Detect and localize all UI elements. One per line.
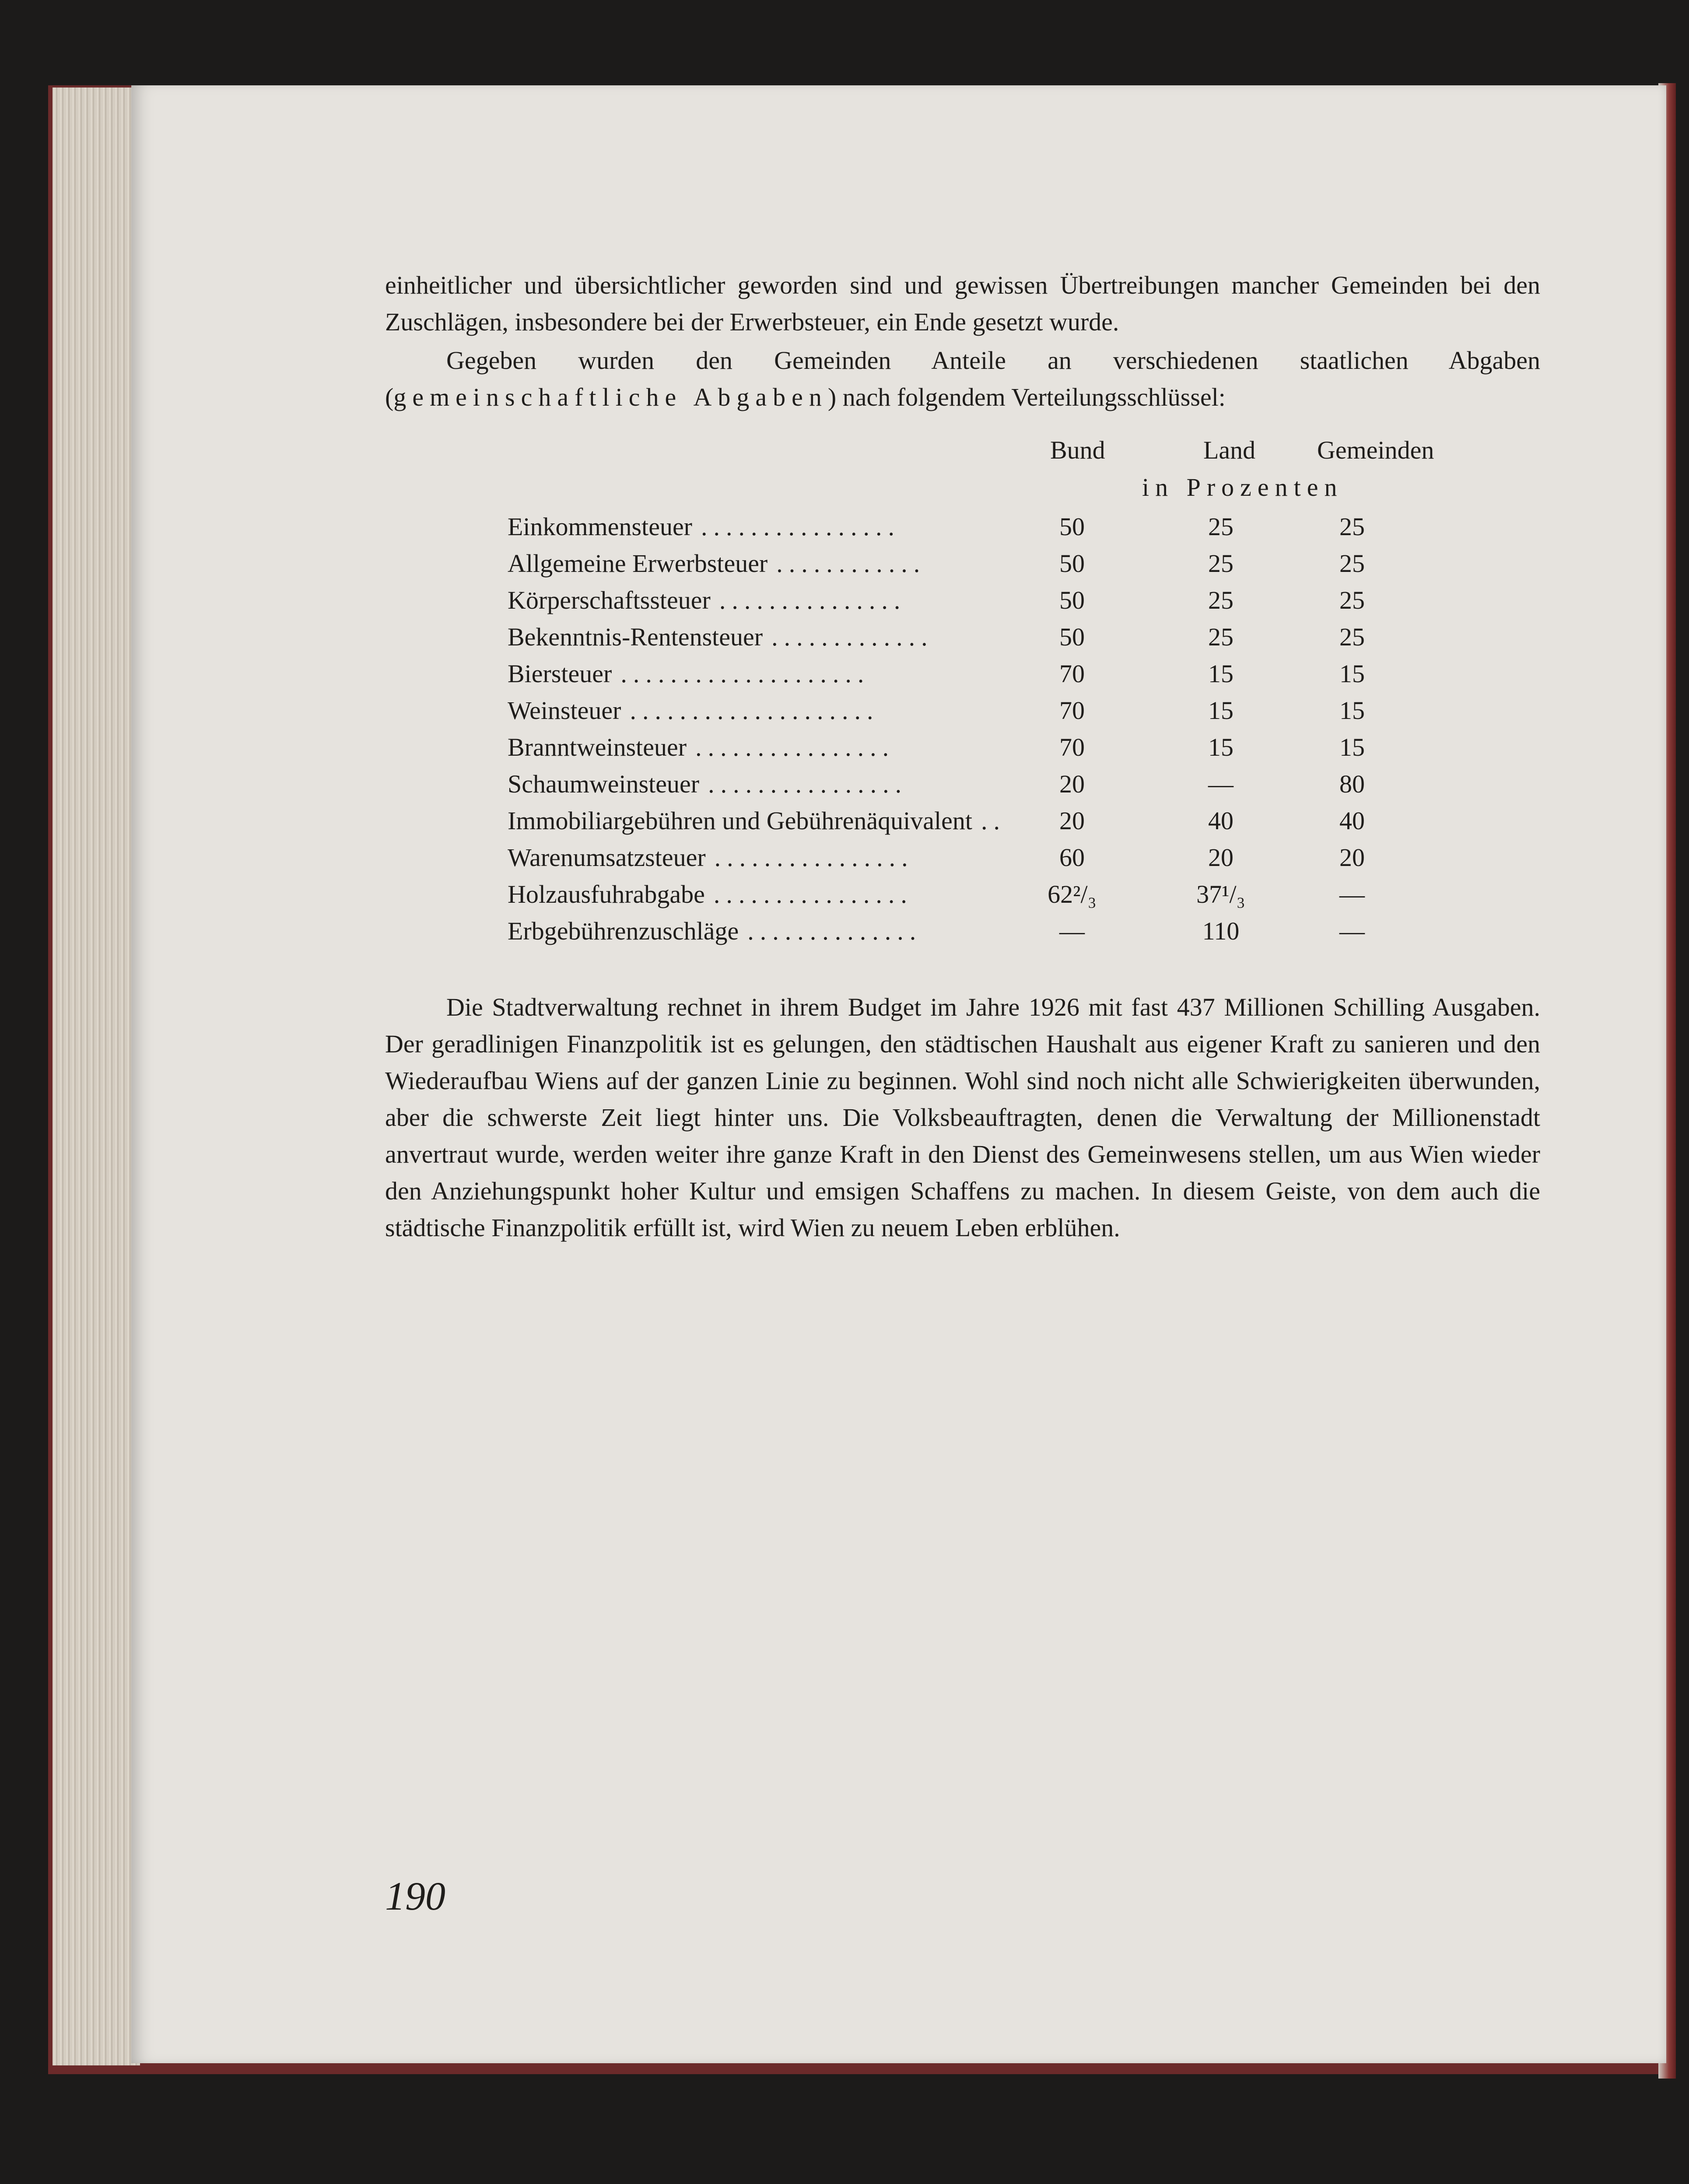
table-row (508, 512, 1448, 549)
value-land: — (1208, 770, 1233, 798)
table-row (508, 733, 1448, 769)
value-gemeinden: 15 (1339, 696, 1365, 725)
value-bund: 70 (1059, 696, 1085, 725)
value-gemeinden: — (1339, 917, 1365, 945)
table-row (508, 659, 1448, 696)
table-row (508, 916, 1448, 953)
header-land: Land (1203, 436, 1256, 464)
table-row (508, 585, 1448, 622)
value-land: 25 (1208, 512, 1233, 541)
leader-dots: ............... (719, 586, 907, 614)
value-land: 15 (1208, 659, 1233, 688)
row-label: Bekenntnis-Rentensteuer (508, 623, 763, 651)
value-bund: 70 (1059, 733, 1085, 761)
header-bund: Bund (1050, 436, 1105, 464)
value-bund: 50 (1059, 512, 1085, 541)
row-label: Schaumweinsteuer (508, 770, 700, 798)
value-gemeinden: 20 (1339, 843, 1365, 872)
value-gemeinden: 15 (1339, 659, 1365, 688)
value-gemeinden: 25 (1339, 549, 1365, 578)
value-land: 40 (1208, 806, 1233, 835)
table-row (508, 843, 1448, 880)
row-label: Einkommensteuer (508, 512, 693, 541)
row-label: Körperschaftssteuer (508, 586, 711, 614)
table-row (508, 769, 1448, 806)
leader-dots: ................ (695, 733, 895, 761)
table-row (508, 696, 1448, 733)
value-land: 25 (1208, 586, 1233, 614)
row-label: Erbgebührenzuschläge (508, 917, 739, 945)
paragraph-2-spaced: gemeinschaftliche Abgaben (393, 383, 828, 411)
leader-dots: .................... (620, 659, 870, 688)
value-bund: 20 (1059, 806, 1085, 835)
value-gemeinden: 25 (1339, 586, 1365, 614)
value-bund: 50 (1059, 549, 1085, 578)
leader-dots: .............. (747, 917, 922, 945)
paragraph-3: Die Stadtverwaltung rechnet in ihrem Budget im Jahre 1926 mit fast 437 Millionen Schilling Ausgaben. Der geradlinigen Finanzpolitik ist es gelungen, den städtischen Haushalt aus eigener Kraft zu sanieren und den Wiederaufbau Wiens auf der ganzen Linie zu beginnen. Wohl sind noch nicht alle Schwierigkeiten überwunden, aber die schwerste Zeit liegt hinter uns. Die Volksbeauftragten, denen die Verwaltung der Millionenstadt anvertraut wurde, werden weiter ihre ganze Kraft in den Dienst des Gemeinwesens stellen, um aus Wien wieder den Anziehungspunkt hoher Kultur und emsigen Schaffens zu machen. In diesem Geiste, von dem auch die städtische Finanzpolitik erfüllt ist, wird Wien zu neuem Leben erblühen. (385, 993, 1540, 1242)
row-label: Warenumsatzsteuer (508, 843, 706, 872)
value-land: 15 (1208, 733, 1233, 761)
subheader-prozenten: in Prozenten (1142, 473, 1343, 501)
leader-dots: ................ (713, 880, 913, 908)
value-land: 110 (1202, 917, 1240, 945)
value-gemeinden: 40 (1339, 806, 1365, 835)
leader-dots: ............. (771, 623, 934, 651)
table-row (508, 806, 1448, 843)
row-label: Holzausfuhrabgabe (508, 880, 705, 908)
value-gemeinden: 25 (1339, 623, 1365, 651)
row-label: Biersteuer (508, 659, 612, 688)
value-bund: 62²/₃ (1048, 880, 1097, 908)
value-land: 25 (1208, 623, 1233, 651)
leader-dots: ............ (776, 549, 926, 578)
value-bund: 50 (1059, 623, 1085, 651)
value-gemeinden: — (1339, 880, 1365, 908)
paragraph-2 (385, 342, 1540, 416)
leader-dots: .. (981, 806, 1006, 835)
value-gemeinden: 80 (1339, 770, 1365, 798)
leader-dots: ................ (701, 512, 901, 541)
value-gemeinden: 25 (1339, 512, 1365, 541)
row-label: Allgemeine Erwerbsteuer (508, 549, 768, 578)
value-land: 15 (1208, 696, 1233, 725)
header-gemeinden: Gemeinden (1317, 436, 1434, 464)
leader-dots: .................... (630, 696, 880, 725)
table-row (508, 549, 1448, 585)
value-bund: 60 (1059, 843, 1085, 872)
page-stack (53, 88, 140, 2065)
value-gemeinden: 15 (1339, 733, 1365, 761)
value-bund: — (1059, 917, 1085, 945)
value-bund: 70 (1059, 659, 1085, 688)
value-land: 25 (1208, 549, 1233, 578)
row-label: Immobiliargebühren und Gebührenäquivalent (508, 806, 972, 835)
row-label: Branntweinsteuer (508, 733, 687, 761)
paragraph-2-end: ) nach folgendem Verteilungsschlüssel: (827, 383, 1226, 411)
page-number: 190 (385, 1874, 445, 1918)
value-bund: 20 (1059, 770, 1085, 798)
value-land: 20 (1208, 843, 1233, 872)
paragraph-1: einheitlicher und übersichtlicher geworden sind und gewissen Übertreibungen mancher Gemeinden bei den Zuschlägen, insbesondere bei der Erwerbsteuer, ein Ende gesetzt wurde. (385, 271, 1540, 336)
leader-dots: ................ (708, 770, 908, 798)
value-land: 37¹/₃ (1196, 880, 1245, 908)
leader-dots: ................ (714, 843, 914, 872)
value-bund: 50 (1059, 586, 1085, 614)
paragraph-2-start: Gegeben wurden den Gemeinden Anteile an verschiedenen staatlichen Abgaben ( (385, 346, 1540, 411)
table-row (508, 622, 1448, 659)
table-row (508, 880, 1448, 916)
row-label: Weinsteuer (508, 696, 621, 725)
